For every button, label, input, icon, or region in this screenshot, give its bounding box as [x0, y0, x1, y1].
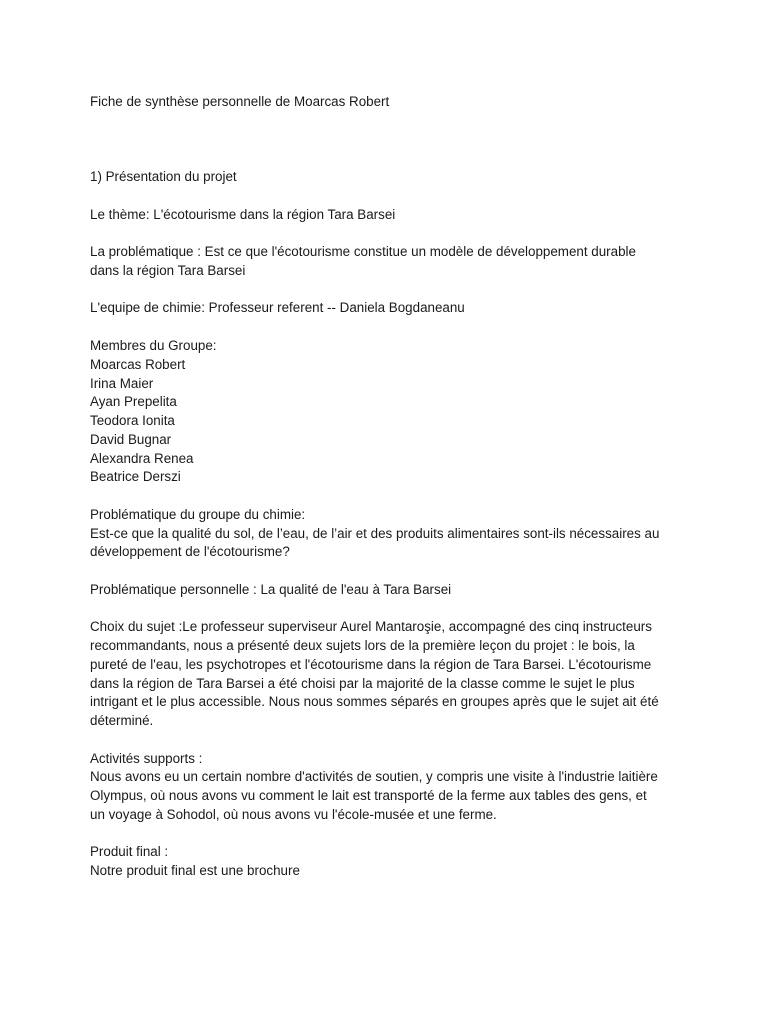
document-title: Fiche de synthèse personnelle de Moarcas Robert	[90, 94, 390, 109]
problematique-line-2: dans la région Tara Barsei	[90, 263, 246, 278]
membres-heading: Membres du Groupe:	[90, 338, 217, 353]
membre-item: Irina Maier	[90, 376, 154, 391]
choix-sujet-line-2: recommandants, nous a présenté deux sujets lors de la première leçon du projet : le bois, la	[90, 638, 635, 653]
problematique-groupe-heading: Problématique du groupe du chimie:	[90, 507, 306, 522]
activites-heading: Activités supports :	[90, 751, 203, 766]
choix-sujet-line-4: dans la région de Tara Barsei a été choisi par la majorité de la classe comme le sujet le plus	[90, 676, 635, 691]
equipe-line: L'equipe de chimie: Professeur referent -- Daniela Bogdaneanu	[90, 300, 465, 315]
membre-item: Beatrice Derszi	[90, 469, 181, 484]
membre-item: Alexandra Renea	[90, 451, 194, 466]
choix-sujet-line-5: intrigant et le plus accessible. Nous nous sommes séparés en groupes après que le sujet ait été	[90, 694, 659, 709]
problematique-groupe-line-2: développement de l'écotourisme?	[90, 544, 290, 559]
problematique-personnelle: Problématique personnelle : La qualité de l'eau à Tara Barsei	[90, 582, 452, 597]
problematique-groupe-line-1: Est-ce que la qualité du sol, de l’eau, de l’air et des produits alimentaires sont-ils nécessaires au	[90, 526, 660, 541]
membre-item: David Bugnar	[90, 432, 172, 447]
membre-item: Ayan Prepelita	[90, 394, 177, 409]
theme-line: Le thème: L'écotourisme dans la région Tara Barsei	[90, 207, 396, 222]
activites-line-3: un voyage à Sohodol, où nous avons vu l'école-musée et une ferme.	[90, 807, 497, 822]
produit-heading: Produit final :	[90, 844, 169, 859]
membre-item: Teodora Ionita	[90, 413, 175, 428]
membre-item: Moarcas Robert	[90, 357, 186, 372]
choix-sujet-line-6: déterminé.	[90, 713, 154, 728]
activites-line-1: Nous avons eu un certain nombre d'activités de soutien, y compris une visite à l'industrie laitière	[90, 769, 658, 784]
choix-sujet-line-3: pureté de l'eau, les psychotropes et l'écotourisme dans la région de Tara Barsei. L'écotourisme	[90, 657, 652, 672]
produit-text: Notre produit final est une brochure	[90, 863, 300, 878]
choix-sujet-line-1: Choix du sujet :Le professeur superviseur Aurel Mantaroşie, accompagné des cinq instructeurs	[90, 619, 652, 634]
problematique-line-1: La problématique : Est ce que l'écotourisme constitue un modèle de développement durable	[90, 244, 636, 259]
activites-line-2: Olympus, où nous avons vu comment le lait est transporté de la ferme aux tables des gens, et	[90, 788, 647, 803]
section-heading: 1) Présentation du projet	[90, 169, 237, 184]
